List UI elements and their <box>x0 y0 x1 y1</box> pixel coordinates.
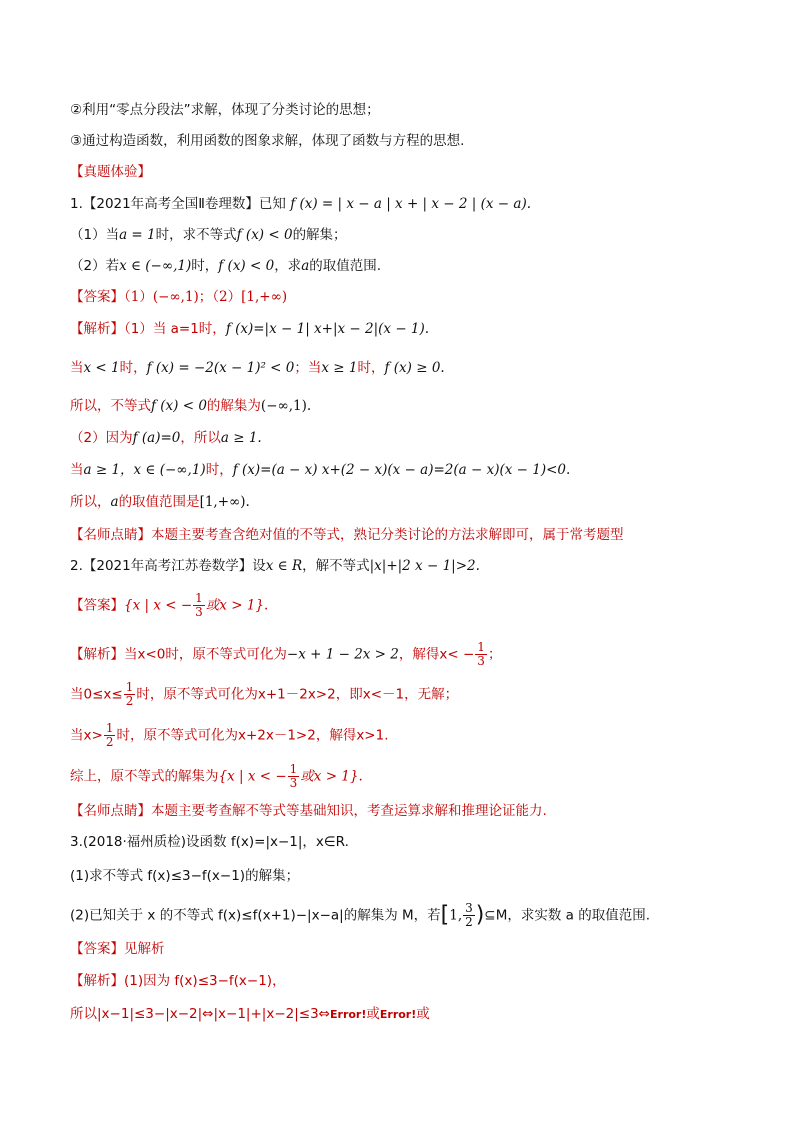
problem-1-solution-6: 所以，a的取值范围是[1,+∞). <box>70 494 250 510</box>
right-bracket: ) <box>475 902 485 928</box>
problem-1-solution-4: （2）因为f (a)=0，所以a ≥ 1. <box>70 430 262 446</box>
problem-2-solution-1: 【解析】当x<0时，原不等式可化为−x + 1 − 2x > 2，解得x< − $\frac{1}{3}$ ； <box>70 640 502 668</box>
left-bracket: [ <box>440 902 450 928</box>
problem-3-solution-2: 所以|x−1|≤3−|x−2|⇔|x−1|+|x−2|≤3⇔Error!或Error!或 <box>70 1006 430 1022</box>
fraction: $\frac{1}{3}$ <box>477 640 485 668</box>
problem-3-q2: (2)已知关于 x 的不等式 f(x)≤f(x+1)−|x−a|的解集为 M，若[1, $\frac{3}{2}$ )⊆M，求实数 a 的取值范围. <box>70 901 650 929</box>
problem-2-solution-4: 综上，原不等式的解集为{x | x < − $\frac{1}{3}$ 或x > 1}. <box>70 762 363 790</box>
problem-2-answer: 【答案】{x | x < − $\frac{1}{3}$ 或x > 1}. <box>70 591 269 619</box>
fraction: $\frac{1}{3}$ <box>195 591 203 619</box>
problem-1-solution-2: 当x < 1时，f (x) = −2(x − 1)² < 0；当x ≥ 1时，f (x) ≥ 0. <box>70 360 445 376</box>
problem-1-head: 1.【2021年高考全国Ⅱ卷理数】已知 f (x) = | x − a | x + | x − 2 | (x − a). <box>70 196 531 212</box>
fraction: $\frac{1}{3}$ <box>289 762 298 790</box>
problem-3-q1: (1)求不等式 f(x)≤3−f(x−1)的解集； <box>70 868 300 884</box>
fraction: $\frac{1}{2}$ <box>125 680 134 708</box>
problem-1-solution-5: 当a ≥ 1，x ∈ (−∞,1)时，f (x)=(a − x) x+(2 − x)(x − a)=2(a − x)(x − 1)<0. <box>70 462 571 478</box>
problem-3-head: 3.(2018·福州质检)设函数 f(x)=|x−1|，x∈R. <box>70 834 349 850</box>
problem-1-q2: （2）若x ∈ (−∞,1)时，f (x) < 0，求a的取值范围. <box>70 258 382 274</box>
problem-3-answer: 【答案】见解析 <box>70 941 165 957</box>
problem-3-solution-1: 【解析】(1)因为 f(x)≤3−f(x−1)， <box>70 973 286 989</box>
intro-line-2: ③通过构造函数，利用函数的图象求解，体现了函数与方程的思想. <box>70 133 465 149</box>
problem-2-tip: 【名师点睛】本题主要考查解不等式等基础知识，考查运算求解和推理论证能力. <box>70 803 547 819</box>
problem-1-answer: 【答案】（1）(−∞,1)；（2）[1,+∞) <box>70 289 288 305</box>
problem-2-solution-2: 当0≤x≤ $\frac{1}{2}$ 时，原不等式可化为x+1－2x>2，即x<－1，无解； <box>70 680 459 708</box>
problem-1-solution-1: 【解析】（1）当 a=1时，f (x)=|x − 1| x+|x − 2|(x − 1). <box>70 321 430 337</box>
problem-1-tip: 【名师点睛】本题主要考查含绝对值的不等式，熟记分类讨论的方法求解即可，属于常考题型 <box>70 527 624 543</box>
intro-line-1: ②利用“零点分段法”求解，体现了分类讨论的思想； <box>70 102 380 118</box>
section-title: 【真题体验】 <box>70 164 151 180</box>
problem-1-solution-3: 所以，不等式f (x) < 0的解集为(−∞,1). <box>70 398 312 414</box>
problem-1-q1: （1）当a = 1时，求不等式f (x) < 0的解集； <box>70 227 347 243</box>
fraction: $\frac{3}{2}$ <box>465 901 473 929</box>
problem-2-head: 2.【2021年高考江苏卷数学】设x ∈ R，解不等式|x|+|2 x − 1|>2. <box>70 558 480 574</box>
problem-2-solution-3: 当x> $\frac{1}{2}$ 时，原不等式可化为x+2x－1>2，解得x>1. <box>70 721 389 749</box>
fraction: $\frac{1}{2}$ <box>105 721 114 749</box>
